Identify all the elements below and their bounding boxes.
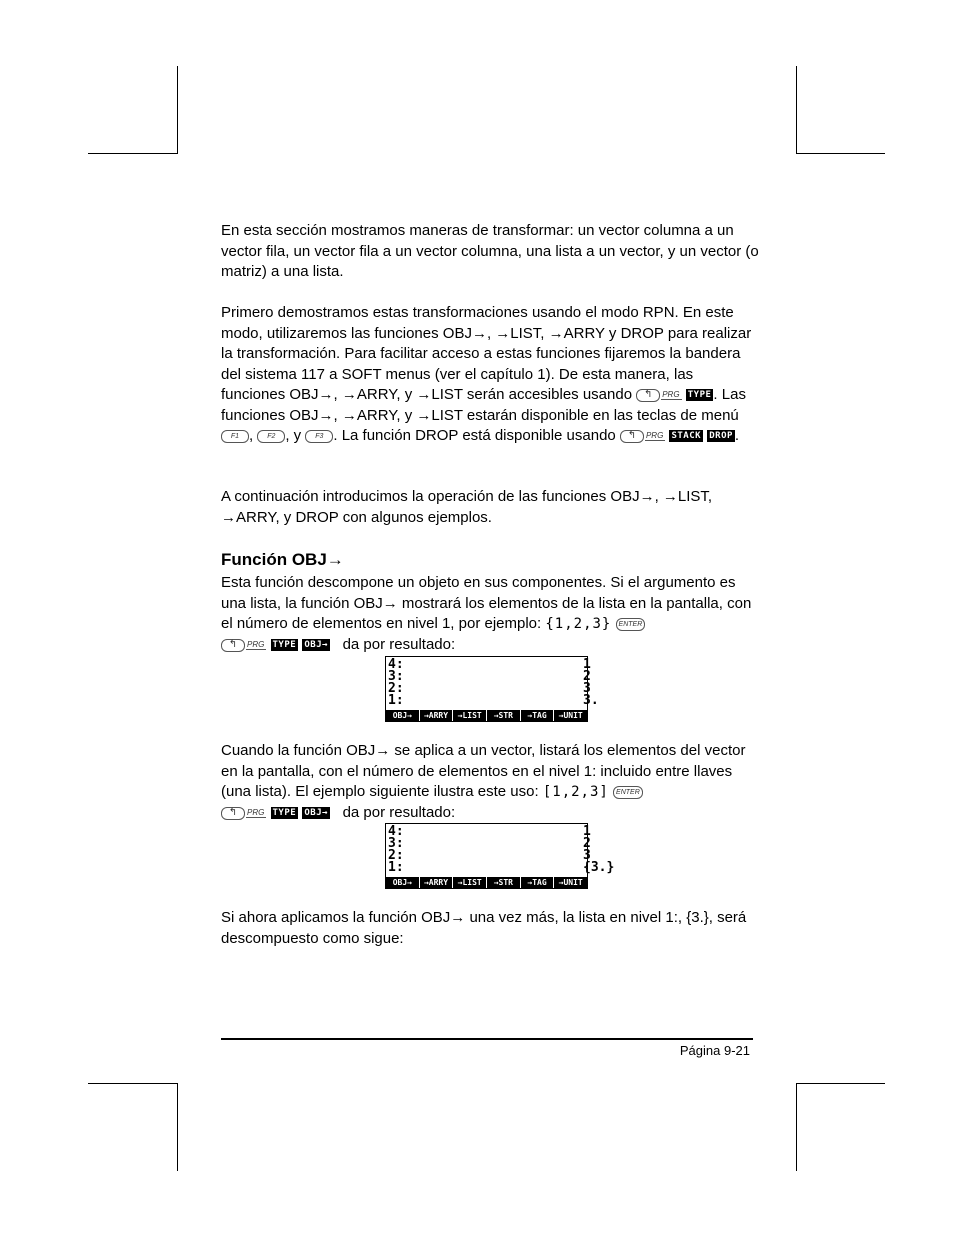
paragraph-text: En esta sección mostramos maneras de transformar: un vector columna a un vector fila, un vector fila a un vector columna, una lista a un vector, y un vector (o matriz) a una lista. — [221, 222, 759, 280]
section-heading: Función OBJ→ — [221, 550, 344, 569]
left-shift-arrow-icon: ↰ — [620, 430, 644, 443]
left-shift-key — [221, 803, 266, 824]
paragraph-text: Si ahora aplicamos la función OBJ→ una vez más, la lista en nivel 1:, {3.}, será descompuesto como sigue: — [221, 909, 747, 947]
paragraph-text — [221, 573, 761, 655]
prg-label: PRG — [247, 639, 265, 649]
crop-mark — [796, 1083, 797, 1171]
paragraph-text — [221, 741, 761, 823]
rpn-paragraph — [221, 303, 761, 447]
soft-menu-bar — [386, 877, 587, 888]
softkey-stack: STACK — [671, 431, 702, 442]
menu-arry: →ARRY — [420, 877, 453, 888]
menu-arry: →ARRY — [420, 710, 453, 721]
obj-vector-paragraph — [221, 741, 761, 823]
text-run: , — [249, 427, 254, 445]
stack-level: 4: — [388, 824, 404, 839]
footer-rule — [221, 1038, 753, 1040]
stack-value: 1 — [583, 824, 591, 839]
stack-value: {3.} — [583, 860, 615, 875]
stack-row — [388, 848, 591, 863]
stack-row — [388, 669, 591, 684]
intro-examples-paragraph — [221, 487, 761, 528]
prg-label: PRG — [662, 390, 680, 399]
left-shift-arrow-icon: ↰ — [221, 807, 245, 820]
menu-str: →STR — [487, 877, 520, 888]
paragraph-text — [221, 303, 761, 447]
prg-label: PRG — [247, 807, 265, 817]
stack-row — [388, 657, 591, 672]
page-number: Página 9-21 — [679, 1043, 750, 1058]
left-shift-arrow-icon: ↰ — [221, 639, 245, 652]
crop-mark — [796, 66, 797, 154]
left-shift-arrow-icon: ↰ — [636, 389, 660, 402]
stack-row — [388, 693, 599, 708]
stack-row — [388, 681, 591, 696]
text-run: da por resultado: — [342, 635, 456, 653]
left-shift-key — [620, 426, 665, 447]
stack-level: 4: — [388, 657, 404, 672]
menu-obj: OBJ→ — [386, 710, 419, 721]
menu-obj: OBJ→ — [386, 877, 419, 888]
f3-key: F3 — [305, 430, 333, 443]
softkey-type: TYPE — [272, 639, 297, 650]
crop-mark — [796, 1083, 885, 1084]
vector-example-code: [1,2,3] — [542, 784, 609, 800]
stack-level: 2: — [388, 681, 404, 696]
text-run: . Las funciones OBJ→, →ARRY, y →LIST estarán disponible en las teclas de menú — [221, 386, 746, 424]
crop-mark — [88, 1083, 177, 1084]
stack-level: 2: — [388, 848, 404, 863]
softkey-type: TYPE — [687, 390, 712, 401]
text-run: . La función DROP está disponible usando — [333, 427, 616, 445]
obj-list-paragraph — [221, 573, 761, 655]
menu-tag: →TAG — [521, 877, 554, 888]
calculator-screen — [385, 823, 615, 889]
stack-row — [388, 860, 615, 875]
softkey-type: TYPE — [272, 807, 297, 818]
f2-key: F2 — [257, 430, 285, 443]
left-shift-key — [636, 385, 681, 406]
softkey-obj: OBJ→ — [304, 639, 329, 650]
crop-mark — [177, 66, 178, 154]
prg-label: PRG — [645, 431, 664, 441]
crop-mark — [88, 153, 177, 154]
text-run: Primero demostramos estas transformaciones usando el modo RPN. En este modo, utilizaremos las funciones OBJ→, →LIST, →ARRY y DROP para realizar la transformación. Para facilitar acceso a estas funciones fijaremos la bandera del sistema 117 a SOFT menus (ver el capítulo 1). De esta manera, las funciones OBJ→, →ARRY, y →LIST serán accesibles usando — [221, 304, 752, 404]
crop-mark — [177, 1083, 178, 1171]
enter-key: ENTER — [613, 786, 643, 799]
stack-value: 3 — [583, 848, 591, 863]
stack-level: 3: — [388, 669, 404, 684]
stack-level: 3: — [388, 836, 404, 851]
stack-row — [388, 836, 591, 851]
softkey-drop: DROP — [709, 431, 733, 442]
stack-value: 3 — [583, 681, 591, 696]
menu-unit: →UNIT — [554, 710, 587, 721]
text-run: Esta función descompone un objeto en sus componentes. Si el argumento es una lista, la función OBJ→ mostrará los elementos de la lista en la pantalla, con el número de elementos en nivel 1, por ejemplo: — [221, 574, 752, 632]
paragraph-text: A continuación introducimos la operación de las funciones OBJ→, →LIST, →ARRY, y DROP con algunos ejemplos. — [221, 488, 713, 526]
crop-mark — [796, 153, 885, 154]
text-run: . — [734, 427, 740, 445]
soft-menu-bar — [386, 710, 587, 721]
calculator-screen — [385, 656, 599, 722]
f1-key: F1 — [221, 430, 249, 443]
stack-row — [388, 824, 591, 839]
stack-value: 2 — [583, 669, 591, 684]
obj-again-paragraph — [221, 908, 761, 949]
stack-value: 1 — [583, 657, 591, 672]
stack-value: 2 — [583, 836, 591, 851]
text-run: , y — [285, 427, 302, 445]
enter-key: ENTER — [616, 618, 646, 631]
text-run: da por resultado: — [342, 803, 456, 821]
stack-value: 3. — [583, 693, 599, 708]
stack-level: 1: — [388, 860, 404, 875]
menu-list: →LIST — [453, 710, 486, 721]
list-example-code: {1,2,3} — [545, 616, 612, 632]
stack-level: 1: — [388, 693, 404, 708]
menu-unit: →UNIT — [554, 877, 587, 888]
intro-paragraph — [221, 221, 761, 283]
menu-tag: →TAG — [521, 710, 554, 721]
text-run: Cuando la función OBJ→ se aplica a un vector, listará los elementos del vector en la pantalla, con el número de elementos en el nivel 1: incluido entre llaves (una lista). El ejemplo siguiente ilustra este uso: — [221, 742, 746, 800]
left-shift-key — [221, 635, 266, 656]
menu-str: →STR — [487, 710, 520, 721]
menu-list: →LIST — [453, 877, 486, 888]
softkey-obj: OBJ→ — [304, 807, 329, 818]
